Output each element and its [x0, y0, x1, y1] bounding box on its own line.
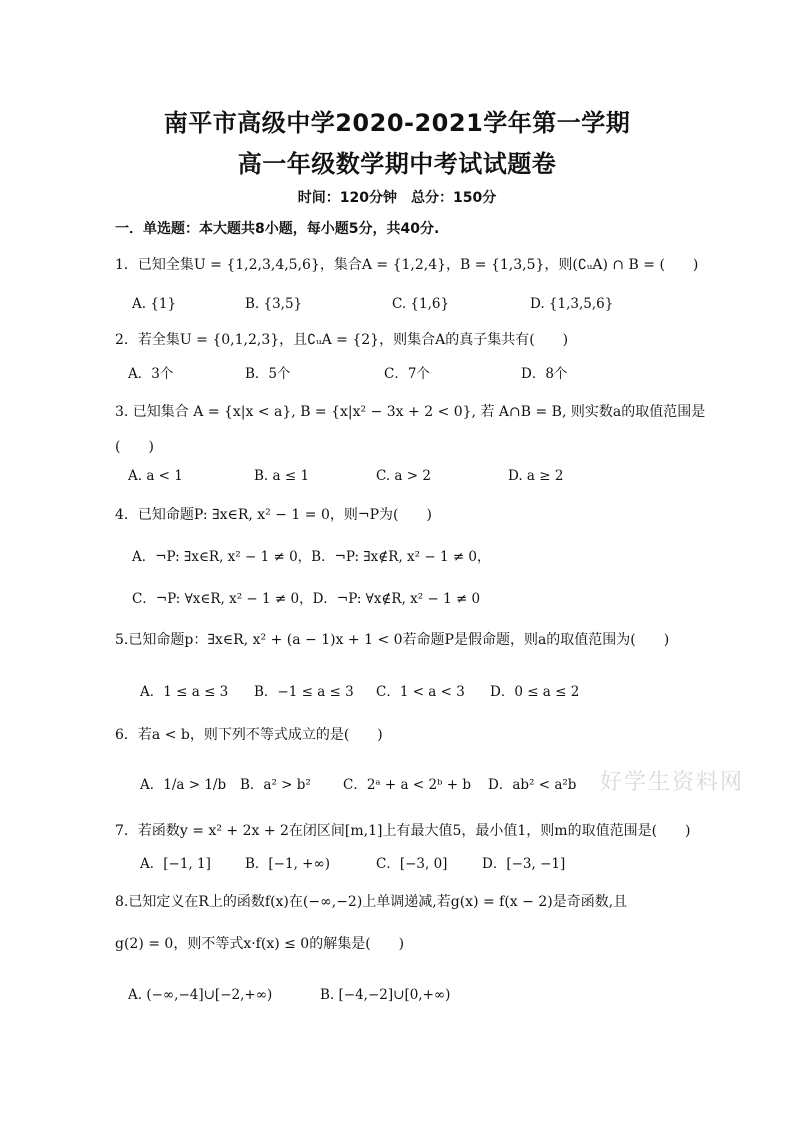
question-6-option-a: A．1/a > 1/b	[140, 777, 227, 793]
question-3-stem: 3. 已知集合 A = {x|x < a}, B = {x|x² − 3x + 2 < 0}, 若 A∩B = B, 则实数a的取值范围是	[115, 404, 706, 420]
watermark: 好学生资料网	[600, 770, 745, 795]
question-5-option-d: D．0 ≤ a ≤ 2	[490, 684, 580, 700]
question-3-option-a: A. a < 1	[128, 468, 183, 484]
question-2-option-c: C．7个	[384, 366, 430, 382]
question-3-option-d: D. a ≥ 2	[508, 468, 564, 484]
section-heading: 一．单选题：本大题共8小题，每小题5分，共40分.	[115, 221, 440, 237]
question-8-stem-continued: g(2) = 0，则不等式x·f(x) ≤ 0的解集是( )	[115, 936, 405, 952]
question-3-stem-continued: ( )	[115, 439, 154, 455]
question-7-option-d: D．[−3, −1]	[482, 856, 566, 872]
question-4-options-cd: C．¬P: ∀x∈R, x² − 1 ≠ 0，D．¬P: ∀x∉R, x² − 1 ≠ 0	[132, 591, 481, 607]
question-5-option-a: A．1 ≤ a ≤ 3	[140, 684, 229, 700]
exam-title-line1: 南平市高级中学2020-2021学年第一学期	[163, 109, 631, 137]
question-1-option-d: D. {1,3,5,6}	[530, 296, 614, 312]
question-8-stem: 8.已知定义在R上的函数f(x)在(−∞,−2)上单调递减,若g(x) = f(x − 2)是奇函数,且	[115, 894, 628, 910]
question-3-option-b: B. a ≤ 1	[254, 468, 310, 484]
question-8-option-b: B. [−4,−2]∪[0,+∞)	[320, 987, 451, 1003]
question-7-option-c: C．[−3, 0]	[376, 856, 448, 872]
question-7-option-a: A．[−1, 1]	[140, 856, 211, 872]
exam-meta: 时间：120分钟 总分：150分	[297, 190, 497, 206]
question-2-stem: 2．若全集U = {0,1,2,3}，且∁ᵤA = {2}，则集合A的真子集共有( )	[115, 332, 569, 348]
question-6-option-c: C．2ᵃ + a < 2ᵇ + b	[343, 777, 471, 793]
question-7-stem: 7．若函数y = x² + 2x + 2在闭区间[m,1]上有最大值5，最小值1，则m的取值范围是( )	[115, 823, 691, 839]
question-4-stem: 4．已知命题P: ∃x∈R, x² − 1 = 0，则¬P为( )	[115, 507, 432, 523]
question-1-option-b: B. {3,5}	[245, 296, 303, 312]
question-6-option-b: B．a² > b²	[240, 777, 311, 793]
question-2-option-b: B．5个	[245, 366, 291, 382]
exam-title-line2: 高一年级数学期中考试试题卷	[237, 150, 557, 178]
question-1-stem: 1．已知全集U = {1,2,3,4,5,6}，集合A = {1,2,4}，B = {1,3,5}，则(∁ᵤA) ∩ B = ( )	[115, 257, 699, 273]
question-8-option-a: A. (−∞,−4]∪[−2,+∞)	[128, 987, 273, 1003]
question-5-stem: 5.已知命题p：∃x∈R, x² + (a − 1)x + 1 < 0若命题P是假命题，则a的取值范围为( )	[115, 632, 670, 648]
question-1-option-a: A. {1}	[132, 296, 177, 312]
question-2-option-a: A．3个	[128, 366, 174, 382]
question-7-option-b: B．[−1, +∞)	[245, 856, 330, 872]
question-1-option-c: C. {1,6}	[392, 296, 450, 312]
question-6-stem: 6．若a < b，则下列不等式成立的是( )	[115, 727, 383, 743]
question-4-options-ab: A．¬P: ∃x∈R, x² − 1 ≠ 0，B．¬P: ∃x∉R, x² − 1 ≠ 0，	[132, 549, 491, 565]
question-5-option-c: C．1 < a < 3	[376, 684, 465, 700]
question-6-option-d: D．ab² < a²b	[488, 777, 577, 793]
question-3-option-c: C. a > 2	[376, 468, 431, 484]
question-2-option-d: D．8个	[521, 366, 568, 382]
question-5-option-b: B．−1 ≤ a ≤ 3	[254, 684, 354, 700]
